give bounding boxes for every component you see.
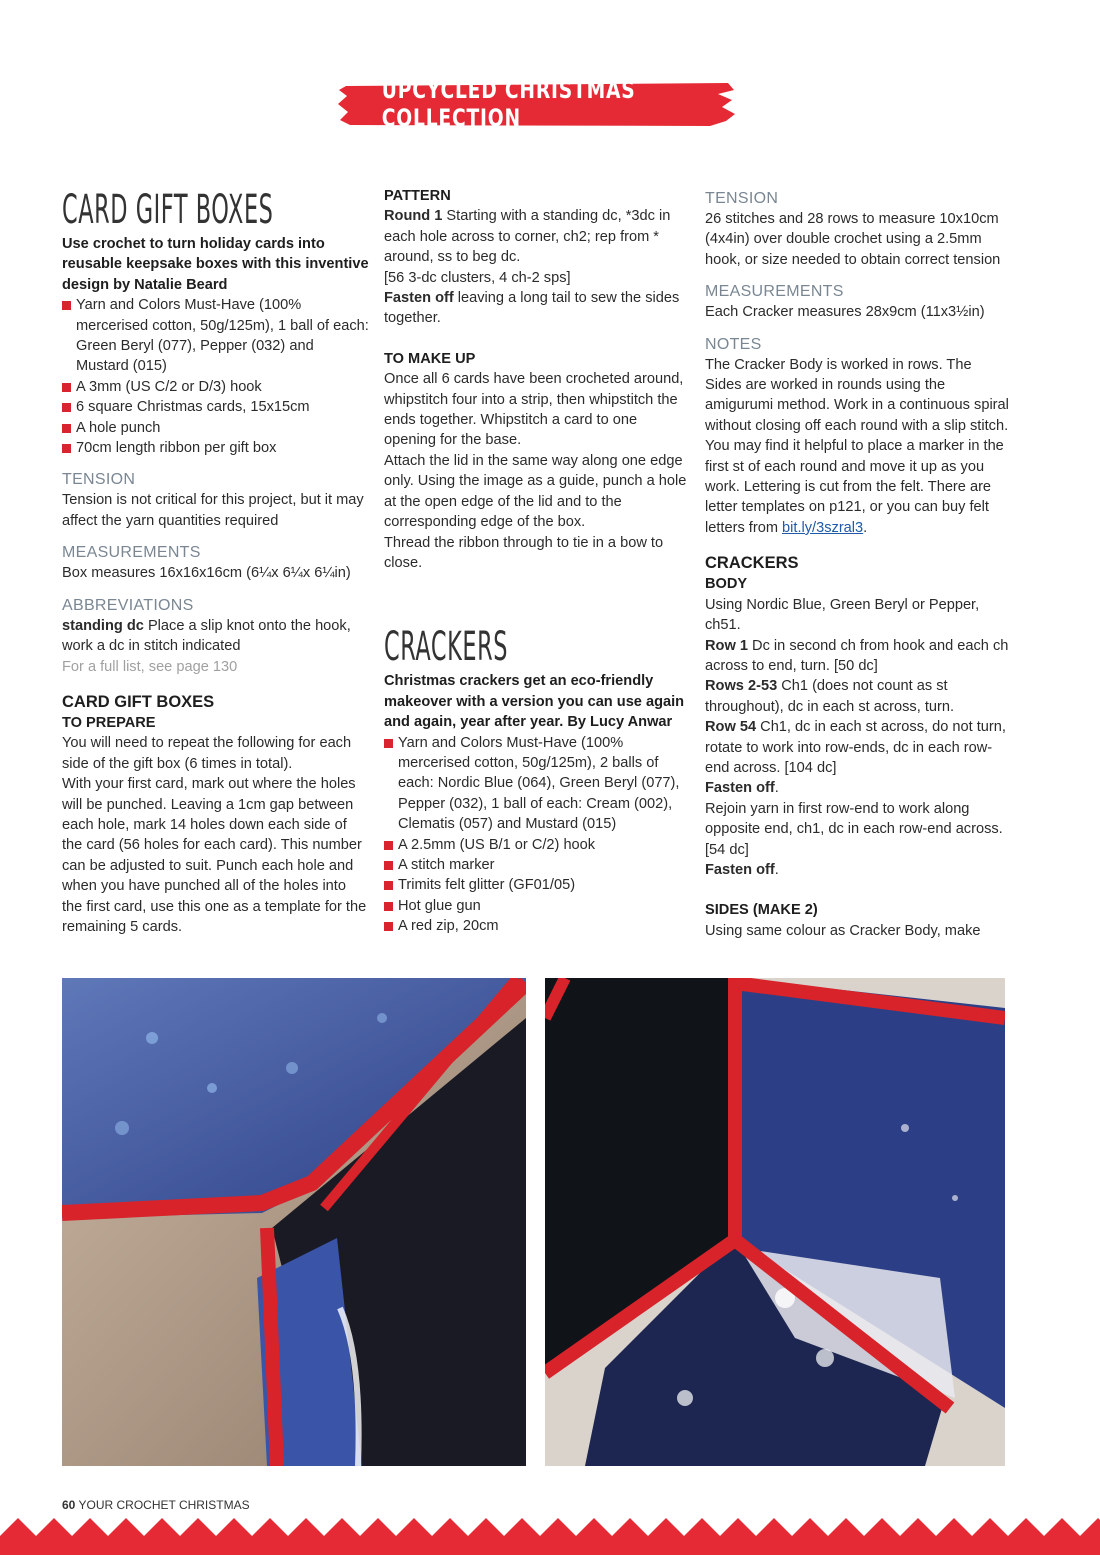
list-item: A 2.5mm (US B/1 or C/2) hook — [384, 835, 689, 855]
list-item: Hot glue gun — [384, 896, 689, 916]
sides-heading: SIDES (MAKE 2) — [705, 902, 818, 919]
tension-heading: TENSION — [705, 190, 779, 207]
section-heading: CARD GIFT BOXES — [62, 692, 215, 711]
column-2 — [384, 186, 689, 937]
crackers-intro: Christmas crackers get an eco-friendly makeover with a version you can use again and again, year after year. By Lucy Anwar — [384, 673, 685, 731]
prepare-heading: TO PREPARE — [62, 714, 156, 731]
measurements-text: Each Cracker measures 28x9cm (11x3½in) — [705, 304, 985, 321]
fasten-label: Fasten off — [384, 290, 454, 307]
row-text: Ch1 (does not count as st throughout), dc in each st across, turn. — [705, 678, 955, 715]
sides-text: Using same colour as Cracker Body, make — [705, 922, 981, 939]
crackers-heading: CRACKERS — [705, 554, 799, 573]
list-item: A 3mm (US C/2 or D/3) hook — [62, 377, 370, 397]
page-number: 60 — [62, 1498, 76, 1512]
card-gift-boxes-title: CARD GIFT BOXES — [62, 187, 274, 233]
measurements-heading: MEASUREMENTS — [705, 283, 844, 301]
column-3 — [705, 186, 1010, 941]
card-gift-boxes-intro: Use crochet to turn holiday cards into reusable keepsake boxes with this inventive design by Natalie Beard — [62, 236, 369, 293]
row-label: Row 54 — [705, 719, 757, 736]
notes-text — [705, 355, 1010, 539]
row-label: Row 1 — [705, 637, 748, 654]
gift-box-photo-1 — [62, 978, 526, 1466]
body-heading: BODY — [705, 576, 748, 593]
fasten-text: leaving a long tail to sew the sides together. — [384, 290, 680, 327]
crackers-materials — [384, 733, 689, 937]
list-item: Trimits felt glitter (GF01/05) — [384, 875, 689, 895]
abbreviations-note: For a full list, see page 130 — [62, 658, 238, 675]
rejoin-instruction: Rejoin yarn in first row-end to work along opposite end, ch1, dc in each row-end across. [54 dc] — [705, 800, 1003, 858]
measurements-heading: MEASUREMENTS — [62, 544, 201, 562]
fasten-label: Fasten off — [705, 861, 775, 878]
list-item: 6 square Christmas cards, 15x15cm — [62, 397, 370, 417]
gift-box-photo-2 — [545, 978, 1005, 1466]
abbreviation-term: standing dc — [62, 617, 144, 634]
fasten-off-2: Fasten off. — [705, 861, 779, 878]
list-item: Yarn and Colors Must-Have (100% mercerised cotton, 50g/125m), 1 ball of each: Green Beryl (077), Pepper (032) and Mustard (015) — [62, 295, 370, 377]
notes-body: The Cracker Body is worked in rows. The Sides are worked in rounds using the amigurumi method. Work in a continuous spiral without closing off each round with a slip stitch. You may find it helpful to place a marker in the first st of each round and move it up as you work. Lettering is cut from the felt. There are letter templates on p121, or you can buy felt letters from — [705, 356, 1009, 536]
measurements-text: Box measures 16x16x16cm (6¼x 6¼x 6¼in) — [62, 565, 351, 582]
row-54-instruction — [705, 717, 1010, 778]
list-item: A hole punch — [62, 418, 370, 438]
rows-2-53-instruction — [705, 676, 1010, 717]
felt-letters-link[interactable]: bit.ly/3szral3 — [782, 519, 864, 536]
make-up-heading: TO MAKE UP — [384, 350, 476, 367]
round-label: Round 1 — [384, 208, 443, 225]
banner-title: UPCYCLED CHRISTMAS COLLECTION — [381, 76, 636, 132]
abbreviation-definition: Place a slip knot onto the hook, work a dc in stitch indicated — [62, 617, 351, 655]
make-up-text-3: Thread the ribbon through to tie in a bow to close. — [384, 534, 664, 571]
section-banner — [338, 76, 736, 132]
tension-text: Tension is not critical for this project, but it may affect the yarn quantities required — [62, 492, 364, 529]
round-1-instruction — [384, 206, 689, 267]
row-text: Dc in second ch from hook and each ch across to end, turn. [50 dc] — [705, 637, 1009, 674]
list-item: A red zip, 20cm — [384, 916, 689, 936]
round-1-count: [56 3-dc clusters, 4 ch-2 sps] — [384, 269, 571, 286]
prepare-text-1: You will need to repeat the following for each side of the gift box (6 times in total). — [62, 735, 352, 772]
list-item: Yarn and Colors Must-Have (100% mercerised cotton, 50g/125m), 2 balls of each: Nordic Blue (064), Green Beryl (077), Pepper (032), 1 ball of each: Cream (002), Clematis (057) and Mustard (015) — [384, 733, 689, 835]
prepare-text-2: With your first card, mark out where the holes will be punched. Leaving a 1cm gap between each hole, mark 14 holes down each side of the card (56 holes for each card). This number can be adjusted to suit. Punch each hole and when you have punched all of the holes into the first card, use this one as a template for the remaining 5 cards. — [62, 776, 367, 935]
tension-text: 26 stitches and 28 rows to measure 10x10cm (4x4in) over double crochet using a 2.5mm hook, or size needed to obtain correct tension — [705, 211, 1001, 268]
row-1-instruction — [705, 636, 1010, 677]
make-up-text-2: Attach the lid in the same way along one edge only. Using the image as a guide, punch a hole at the open edge of the lid and to the corresponding edge of the box. — [384, 452, 687, 531]
round-text: Starting with a standing dc, *3dc in each hole across to corner, ch2; rep from * around, ss to beg dc. — [384, 208, 671, 266]
notes-heading: NOTES — [705, 335, 762, 353]
zigzag-border — [0, 1518, 1100, 1555]
row-text: Ch1, dc in each st across, do not turn, rotate to work into row-ends, dc in each row-end across. [104 dc] — [705, 719, 1006, 776]
tension-heading: TENSION — [62, 471, 136, 489]
row-label: Rows 2-53 — [705, 678, 778, 695]
list-item: 70cm length ribbon per gift box — [62, 438, 370, 458]
fasten-off-instruction — [384, 288, 689, 329]
fasten-off-1: Fasten off. — [705, 780, 779, 797]
crackers-title: CRACKERS — [384, 624, 508, 671]
card-gift-boxes-materials — [62, 295, 370, 458]
magazine-name: YOUR CROCHET CHRISTMAS — [78, 1498, 250, 1512]
fasten-label: Fasten off — [705, 780, 775, 797]
list-item: A stitch marker — [384, 855, 689, 875]
pattern-heading: PATTERN — [384, 188, 451, 204]
column-1 — [62, 186, 370, 937]
page-footer — [62, 1498, 250, 1512]
abbreviation-entry — [62, 616, 370, 657]
notes-end: . — [863, 519, 868, 536]
make-up-text-1: Once all 6 cards have been crocheted around, whipstitch four into a strip, then whipstitch the ends together. Whipstitch a card to one opening for the base. — [384, 371, 684, 449]
abbreviations-heading: ABBREVIATIONS — [62, 596, 194, 614]
body-intro: Using Nordic Blue, Green Beryl or Pepper, ch51. — [705, 596, 980, 634]
